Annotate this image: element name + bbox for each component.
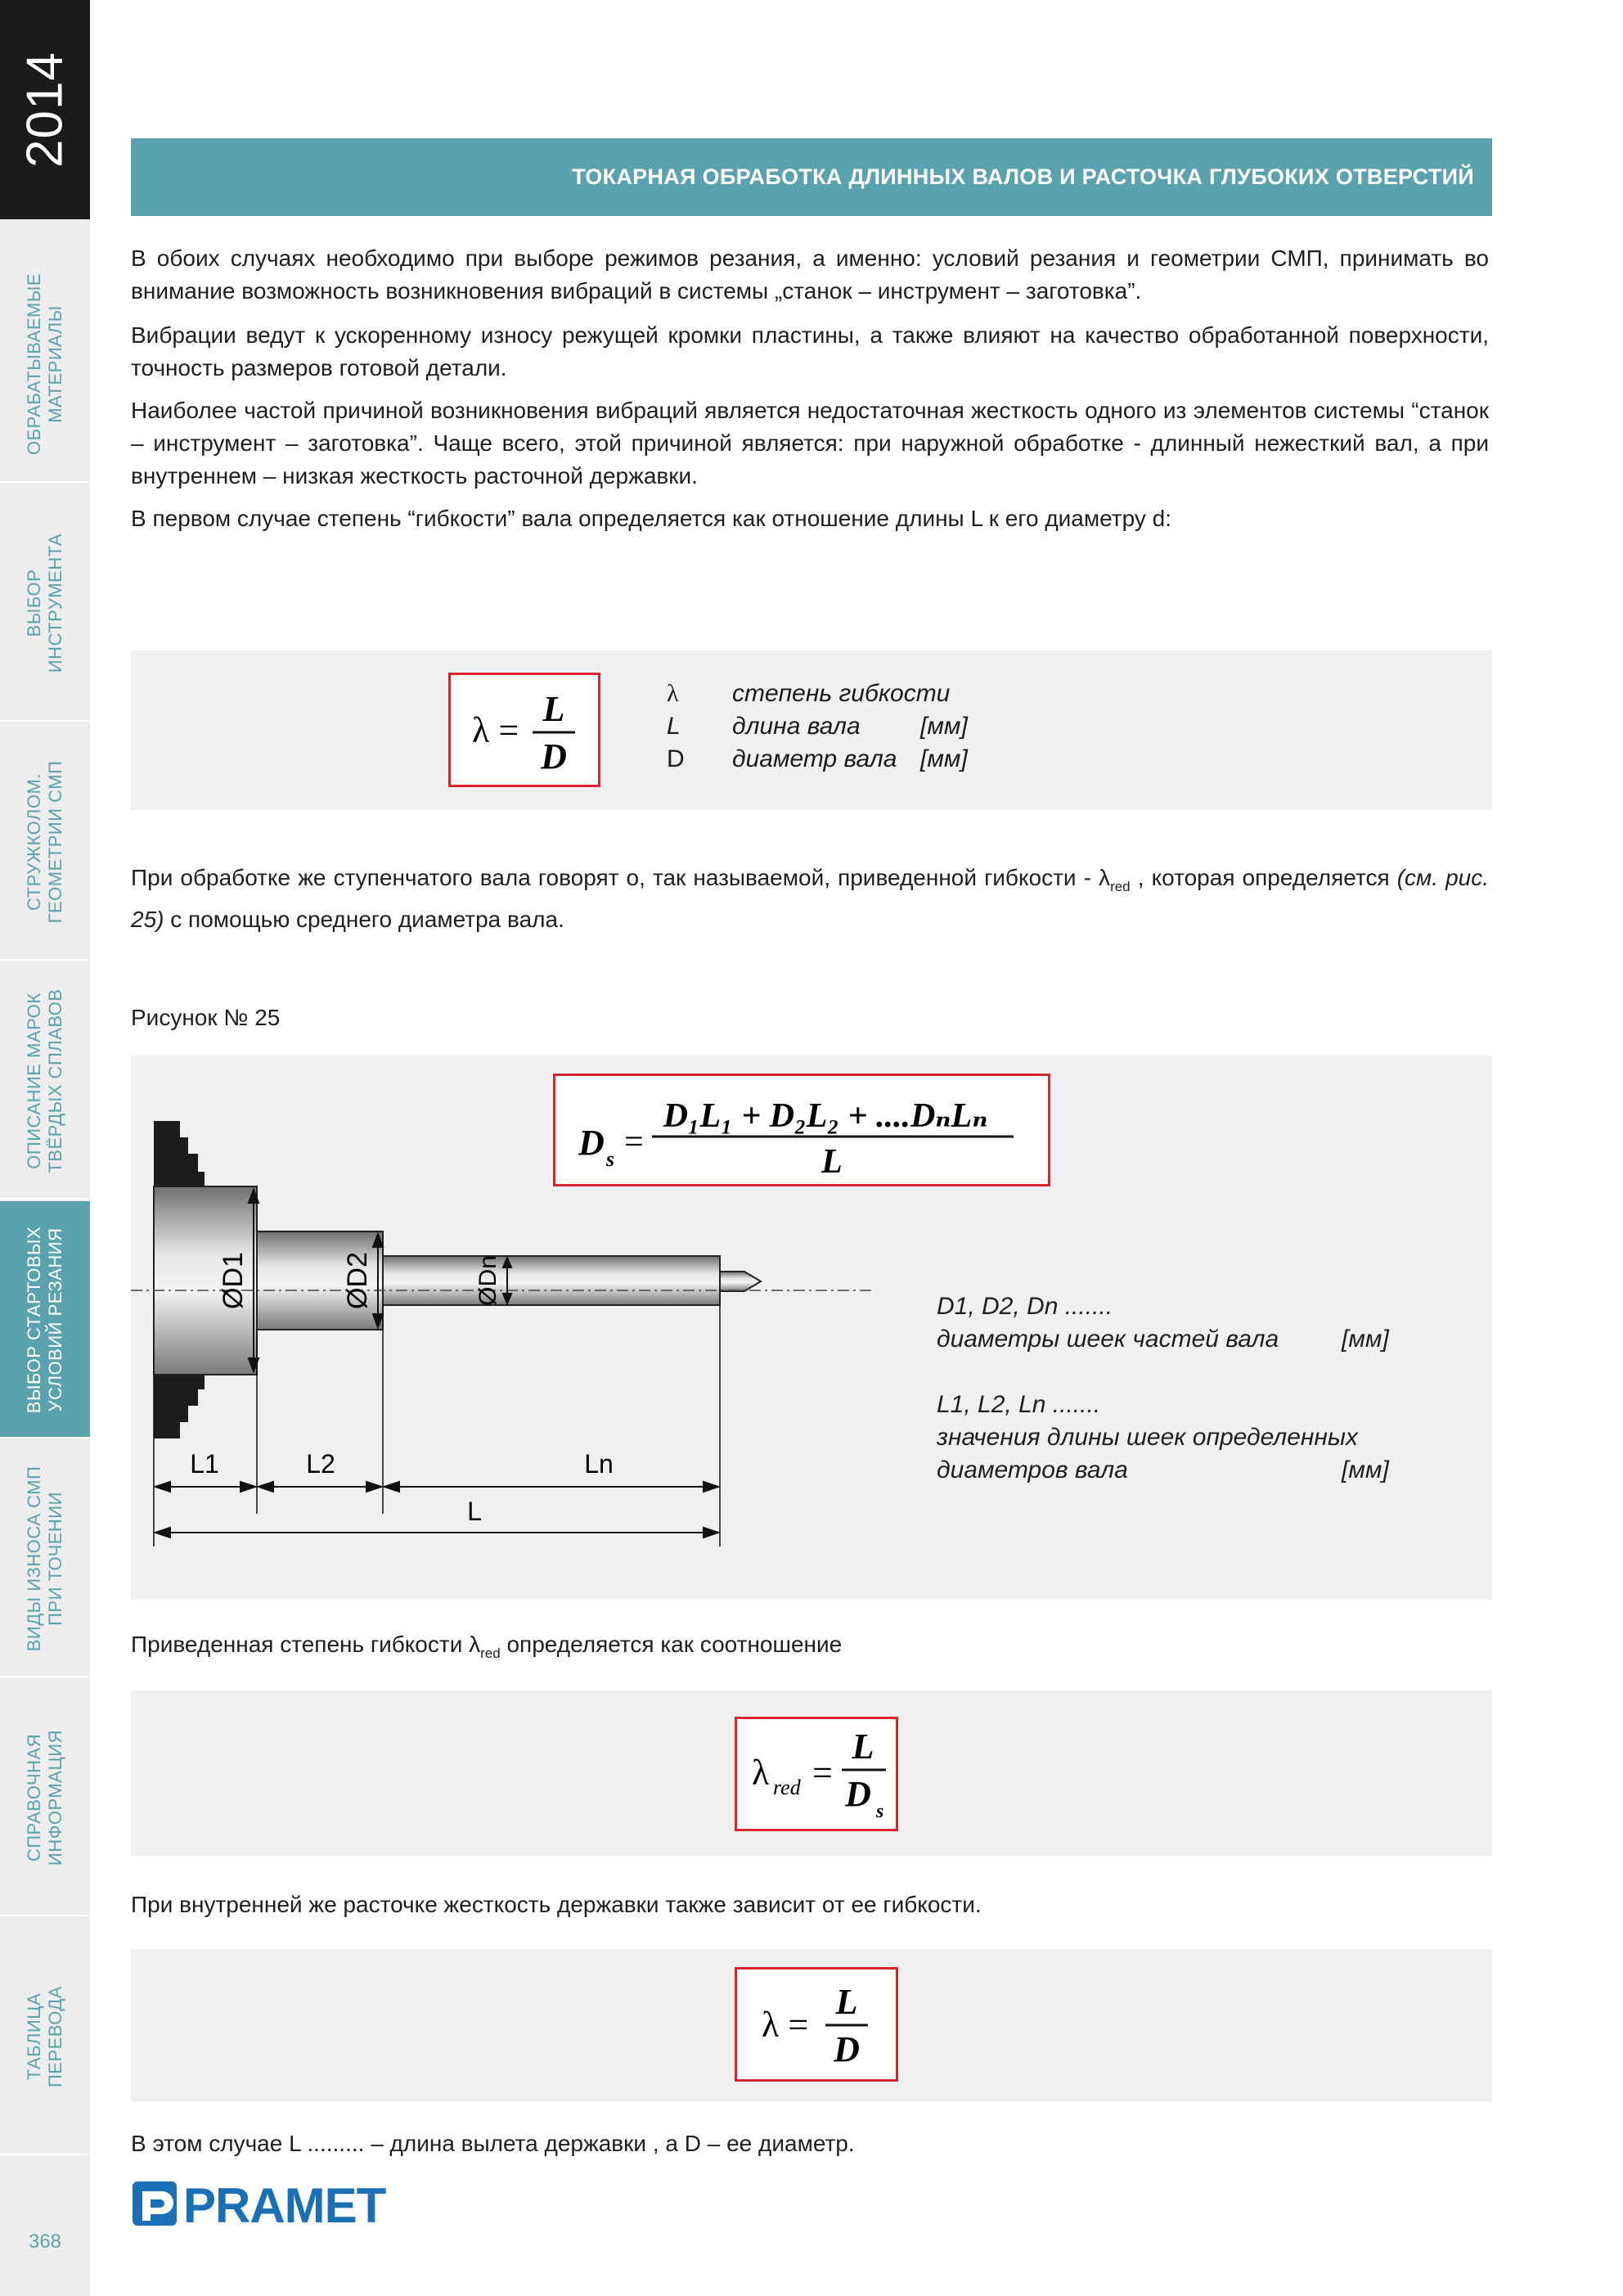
length-label-l1: L1 xyxy=(190,1449,219,1479)
sidebar xyxy=(0,0,90,2296)
sidebar-item-wear[interactable] xyxy=(0,1440,90,1677)
formula-boring-bar-slenderness xyxy=(737,1970,896,2079)
paragraph: В этом случае L ......... – длина вылета державки , а D – ее диаметр. xyxy=(131,2131,855,2156)
legend-lengths-unit: [мм] xyxy=(1342,1456,1389,1483)
year-box xyxy=(0,0,90,219)
chuck-jaw-top xyxy=(154,1121,205,1186)
formula-denominator: D xyxy=(845,1774,871,1814)
legend-symbol: D xyxy=(667,745,685,772)
section-title: ТОКАРНАЯ ОБРАБОТКА ДЛИННЫХ ВАЛОВ И РАСТОЧКА ГЛУБОКИХ ОТВЕРСТИЙ xyxy=(572,164,1474,189)
legend-diameters-desc: диаметры шеек частей вала xyxy=(937,1326,1279,1353)
figure-caption: Рисунок № 25 xyxy=(131,1005,281,1030)
shaft-drawing xyxy=(131,1056,916,1600)
sidebar-item-tools[interactable] xyxy=(0,484,90,722)
formula-lhs: λ xyxy=(752,1753,770,1793)
formula-lhs: λ = xyxy=(762,2005,809,2045)
paragraph: В первом случае степень “гибкости” вала определяется как отношение длины L к его диаметру d: xyxy=(131,506,1171,531)
pramet-logo[interactable] xyxy=(131,2177,401,2231)
paragraph: Наиболее частой причиной возникновения вибраций является недостаточная жесткость одного из элементов системы “станок – инструмент – заготовка”. Чаще всего, этой причиной является: при наружной обработке - длинный нежесткий вал, а при внутреннем – низкая жесткость расточной державки. xyxy=(131,398,1489,488)
formula-denominator: L xyxy=(821,1143,843,1181)
legend-unit: [мм] xyxy=(920,713,968,740)
figure-reference: (см. рис. 25) xyxy=(131,865,1490,932)
legend-unit: [мм] xyxy=(920,745,968,772)
shaft-section-n xyxy=(383,1256,720,1305)
svg-text:s: s xyxy=(876,1801,884,1822)
formula-slenderness xyxy=(451,675,598,785)
svg-text:s: s xyxy=(606,1147,615,1171)
formula-lhs: λ = xyxy=(472,710,519,750)
sidebar-item-label: ТАБЛИЦА ПЕРЕВОДА xyxy=(24,1986,65,2087)
sidebar-item-label: ВИДЫ ИЗНОСА СМП ПРИ ТОЧЕНИИ xyxy=(24,1465,65,1652)
length-label-l2: L2 xyxy=(306,1449,335,1479)
length-label-l: L xyxy=(467,1497,482,1526)
formula-box xyxy=(448,673,600,787)
formula-numerator: D₁L₁ + D₂L₂ + ....DₙLₙ xyxy=(663,1097,988,1135)
paragraph: Вибрации ведут к ускоренному износу режущей кромки пластины, а также влияют на качество обработанной поверхности, точность размеров готовой детали. xyxy=(131,322,1489,380)
formula-panel-reduced-slenderness xyxy=(131,1690,1492,1856)
formula-denominator: D xyxy=(541,736,567,777)
sidebar-item-chipbreakers[interactable] xyxy=(0,723,90,961)
sidebar-item-label: СТРУЖКОЛОМ. ГЕОМЕТРИИ СМП xyxy=(24,760,65,924)
legend-lengths-desc: значения длины шеек определенных xyxy=(937,1424,1358,1451)
sidebar-item-label: ОПИСАНИЕ МАРОК ТВЁРДЫХ СПЛАВОВ xyxy=(24,988,65,1173)
formula-numerator: L xyxy=(542,689,565,729)
length-dimensions xyxy=(155,1482,718,1537)
formula-lhs: D xyxy=(578,1123,605,1163)
sidebar-item-reference[interactable] xyxy=(0,1679,90,1916)
sidebar-item-label: ВЫБОР СТАРТОВЫХ УСЛОВИЙ РЕЗАНИЯ xyxy=(24,1226,65,1414)
paragraph: В обоих случаях необходимо при выборе режимов резания, а именно: условий резания и геометрии СМП, принимать во внимание возможность возникновения вибраций в системы „станок – инструмент – заготовка”. xyxy=(131,245,1489,304)
legend-symbol: λ xyxy=(667,680,679,707)
formula-panel-slenderness xyxy=(131,651,1492,810)
formula-denominator: D xyxy=(834,2029,860,2069)
diameter-label-dn: ØDn xyxy=(474,1255,501,1306)
formula-reduced-slenderness xyxy=(737,1719,896,1829)
figure-25 xyxy=(131,1056,1492,1600)
year-label: 2014 xyxy=(16,52,74,168)
diameter-label-d1: ØD1 xyxy=(218,1252,249,1309)
paragraph: При внутренней же расточке жесткость державки также зависит от ее гибкости. xyxy=(131,1892,982,1917)
legend-lengths-head: L1, L2, Ln ....... xyxy=(937,1391,1101,1418)
sidebar-item-grades[interactable] xyxy=(0,962,90,1200)
sidebar-item-cutting-conditions[interactable] xyxy=(0,1201,90,1438)
svg-text:=: = xyxy=(812,1753,833,1793)
legend-lengths-desc: диаметров вала xyxy=(937,1456,1128,1483)
section-header xyxy=(131,138,1492,216)
formula-box xyxy=(735,1717,898,1831)
svg-text:red: red xyxy=(773,1776,801,1799)
sidebar-item-materials[interactable] xyxy=(0,245,90,483)
sidebar-item-label: ВЫБОР ИНСТРУМЕНТА xyxy=(24,533,65,673)
paragraph: Приведенная степень гибкости $\lambda_{red}$ определяется как соотношение xyxy=(131,1632,843,1661)
legend-description: длина вала xyxy=(732,713,861,740)
legend-description: степень гибкости xyxy=(732,680,951,707)
formula-box xyxy=(735,1967,898,2082)
sidebar-item-label: ОБРАБАТЫВАЕМЫЕ МАТЕРИАЛЫ xyxy=(24,273,65,456)
tailstock-centre xyxy=(720,1272,761,1291)
sidebar-item-conversion[interactable] xyxy=(0,1918,90,2155)
chuck-jaw-bottom xyxy=(154,1375,205,1438)
formula-numerator: L xyxy=(835,1982,858,2022)
length-label-ln: Ln xyxy=(584,1449,614,1479)
formula-panel-boring-bar xyxy=(131,1949,1492,2101)
legend-diameters-unit: [мм] xyxy=(1342,1326,1389,1353)
sidebar-item-label: СПРАВОЧНАЯ ИНФОРМАЦИЯ xyxy=(24,1730,65,1866)
logo-wordmark: PRAMET xyxy=(183,2178,386,2231)
paragraph: При обработке же ступенчатого вала говорят о, так называемой, приведенной гибкости - $\lambda_{red}$ , которая определяется (см. рис. 25) с помощью среднего диаметра вала. xyxy=(131,865,1490,932)
legend-symbol: L xyxy=(667,713,681,740)
formula-numerator: L xyxy=(852,1727,874,1767)
diameter-label-d2: ØD2 xyxy=(342,1252,373,1309)
legend-diameters-head: D1, D2, Dn ....... xyxy=(937,1293,1113,1320)
page-number: 368 xyxy=(28,2231,62,2253)
svg-text:=: = xyxy=(624,1123,644,1161)
legend-description: диаметр вала xyxy=(732,745,897,772)
